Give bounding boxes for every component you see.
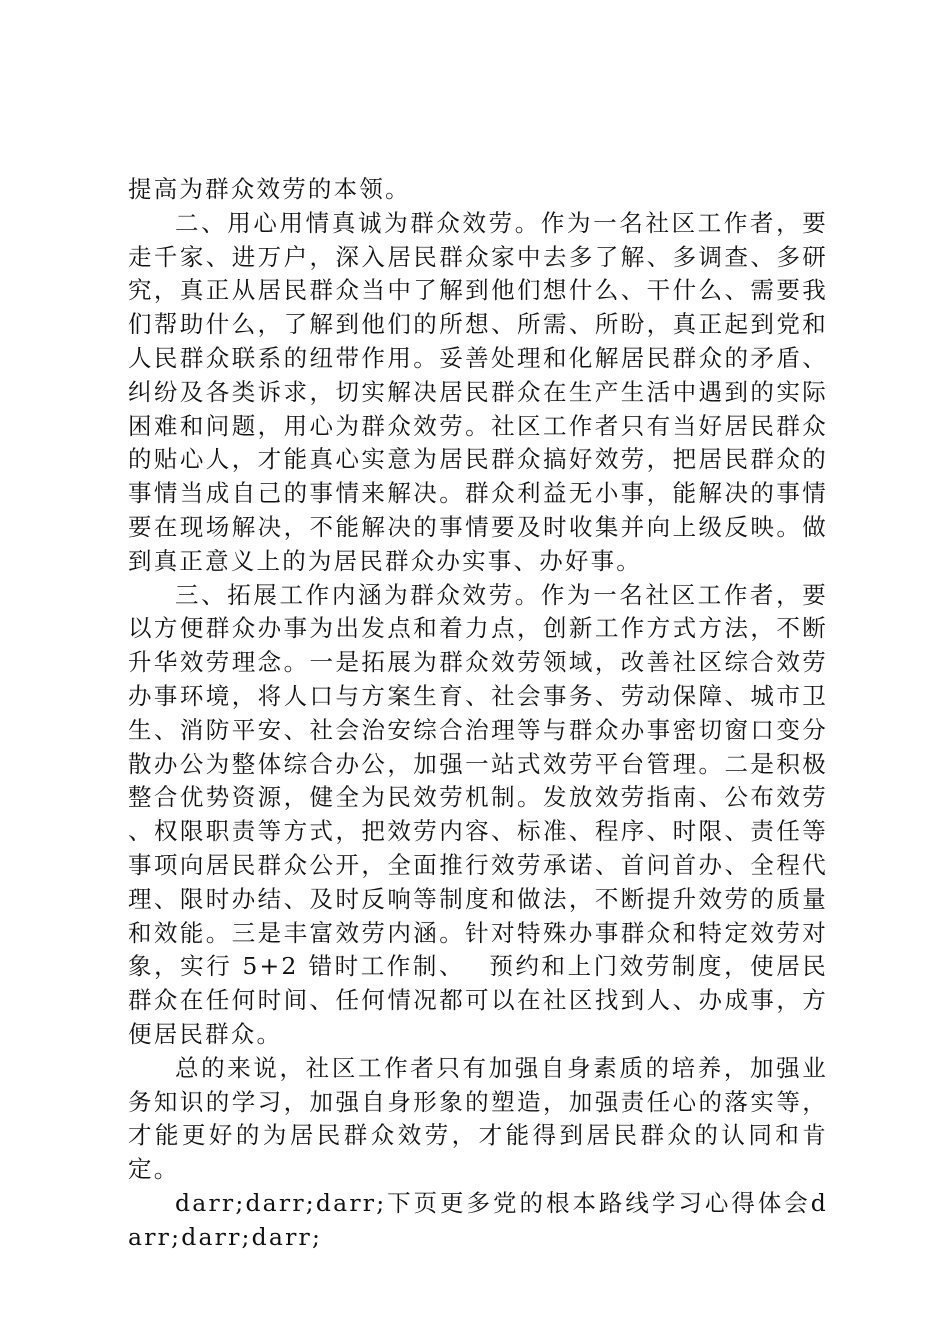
paragraph-section-three: 三、拓展工作内涵为群众效劳。作为一名社区工作者，要以方便群众办事为出发点和着力点，创新工作方式方法，不断升华效劳理念。一是拓展为群众效劳领域，改善社区综合效劳办事环境，将人口与方案生育、社会事务、劳动保障、城市卫生、消防平安、社会治安综合治理等与群众办事密切窗口变分散办公为整体综合办公，加强一站式效劳平台管理。二是积极整合优势资源，健全为民效劳机制。发放效劳指南、公布效劳 、权限职责等方式，把效劳内容、标准、程序、时限、责任等事项向居民群众公开，全面推行效劳承诺、首问首办、全程代理、限时办结、及时反响等制度和做法，不断提升效劳的质量和效能。三是丰富效劳内涵。针对特殊办事群众和特定效劳对象，实行 5+2 错时工作制、 预约和上门效劳制度，使居民群众在任何时间、任何情况都可以在社区找到人、办成事，方便居民群众。 [128,580,864,1048]
paragraph-summary: 总的来说，社区工作者只有加强自身素质的培养，加强业务知识的学习，加强自身形象的塑造，加强责任心的落实等，才能更好的为居民群众效劳，才能得到居民群众的认同和肯定。 [128,1053,828,1184]
document-body [128,173,864,1255]
paragraph-continuation: 提高为群众效劳的本领。 [128,175,411,203]
next-page-link[interactable]: darr;darr;darr;下页更多党的根本路线学习心得体会darr;darr;darr; [128,1188,828,1251]
paragraph-section-two: 二、用心用情真诚为群众效劳。作为一名社区工作者，要走千家、进万户，深入居民群众家中去多了解、多调查、多研究，真正从居民群众当中了解到他们想什么、干什么、需要我们帮助什么，了解到他们的所想、所需、所盼，真正起到党和人民群众联系的纽带作用。妥善处理和化解居民群众的矛盾、纠纷及各类诉求，切实解决居民群众在生产生活中遇到的实际困难和问题，用心为群众效劳。社区工作者只有当好居民群众的贴心人，才能真心实意为居民群众搞好效劳，把居民群众的事情当成自己的事情来解决。群众利益无小事，能解决的事情要在现场解决，不能解决的事情要及时收集并向上级反映。做到真正意义上的为居民群众办实事、办好事。 [128,208,828,575]
